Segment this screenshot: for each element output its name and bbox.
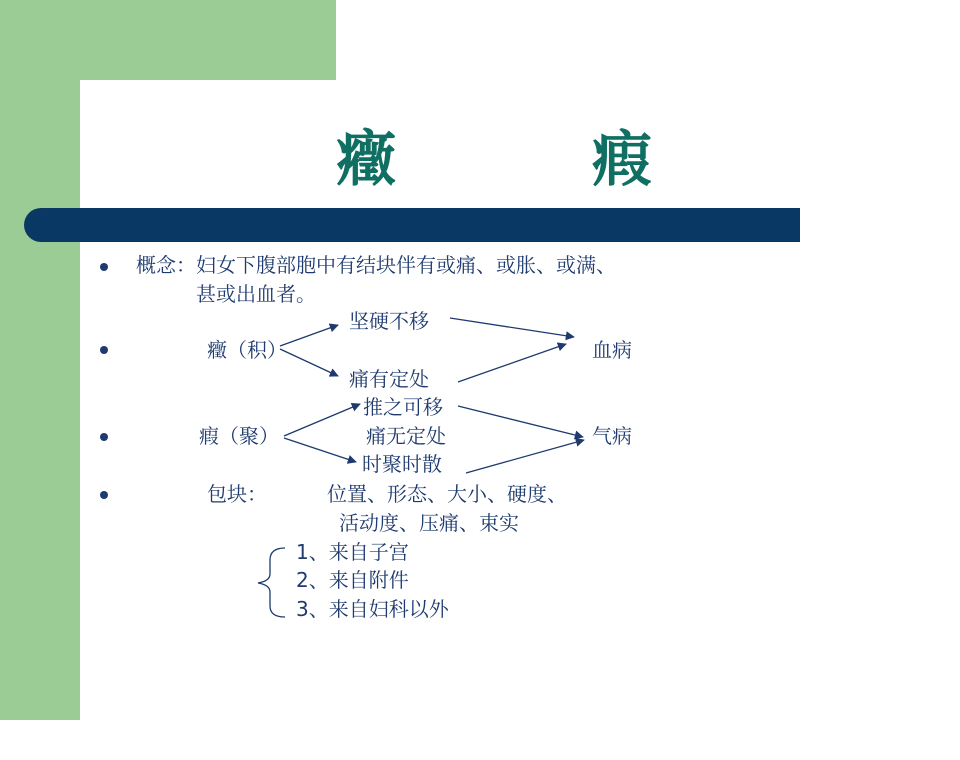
origin-item: 3、来自妇科以外 (296, 597, 449, 621)
origin-item: 2、来自附件 (296, 568, 409, 592)
jia-lower-feature: 时聚时散 (362, 452, 442, 476)
arrow-jia-to-upper (284, 404, 360, 436)
arrow-upper-to-qi (458, 406, 583, 437)
arrow-jia-to-lower (284, 438, 356, 462)
origins-brace (258, 548, 285, 617)
title-char-jia: 瘕 (592, 125, 652, 195)
arrow-zheng-to-upper (280, 325, 338, 346)
mass-label: 包块： (207, 482, 267, 506)
jia-middle-feature: 痛无定处 (366, 424, 446, 448)
mass-attributes-line-2: 活动度、压痛、束实 (339, 511, 519, 535)
jia-upper-feature: 推之可移 (363, 395, 443, 419)
mass-attributes-line-1: 位置、形态、大小、硬度、 (327, 482, 567, 506)
zheng-upper-feature: 坚硬不移 (349, 309, 429, 333)
definition-line-1: 概念：妇女下腹部胞中有结块伴有或痛、或胀、或满、 (136, 253, 616, 277)
arrow-lower-to-blood (458, 344, 566, 382)
zheng-lower-feature: 痛有定处 (349, 367, 429, 391)
arrow-lower-to-qi (466, 440, 584, 473)
jia-label: 瘕（聚） (199, 424, 279, 448)
jia-result: 气病 (592, 424, 632, 448)
zheng-label: 癥（积） (207, 338, 287, 362)
zheng-result: 血病 (592, 338, 632, 362)
definition-line-2: 甚或出血者。 (196, 282, 316, 306)
arrow-upper-to-blood (450, 318, 574, 337)
arrow-zheng-to-lower (280, 349, 338, 376)
origin-item: 1、来自子宫 (296, 540, 409, 564)
title-char-zheng: 癥 (336, 125, 396, 195)
